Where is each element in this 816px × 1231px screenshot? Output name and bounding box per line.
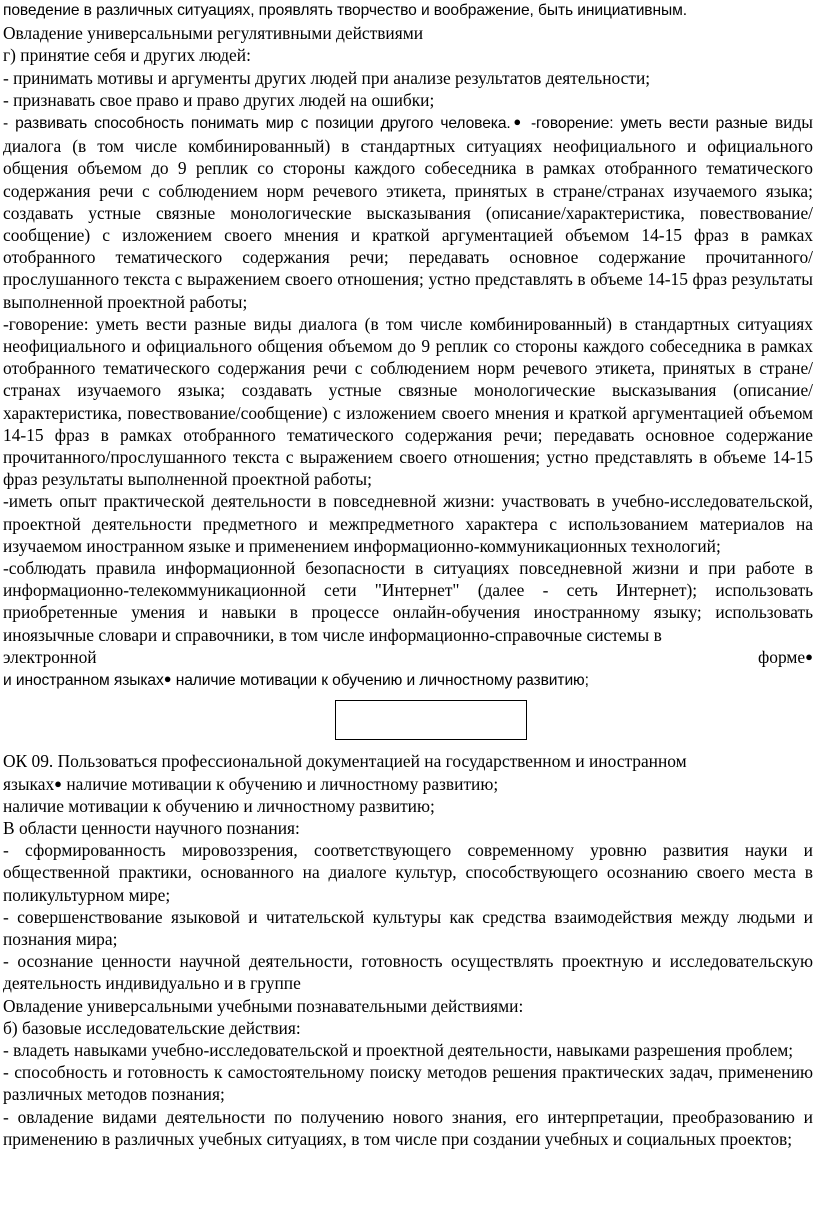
text-fragment: электронной [3, 646, 97, 667]
section-heading: Овладение универсальными учебными познавательными действиями: [3, 995, 524, 1016]
section-heading: Овладение универсальными регулятивными действиями [3, 23, 424, 44]
list-item: - сформированность мировоззрения, соответствующего современному уровню развития науки и общественной практики, основанного на диалоге культур, способствующего осознанию своего места в поликультурном мире; [3, 840, 813, 905]
ok09-heading: ОК 09. Пользоваться профессиональной документацией на государственном и иностранном [3, 751, 687, 772]
text-fragment: и иностранном языках [3, 672, 164, 690]
paragraph-speaking-2: -говорение: уметь вести разные виды диалога (в том числе комбинированный) в стандартных ситуациях неофициального и официального общения объемом до 9 реплик со стороны каждого собеседника в рамках отобранного тематического содержания речи с соблюдением норм речевого этикета, принятых в стране/странах изучаемого языка; создавать устные связные монологические высказывания (описание/характеристика, повествование/сообщение) с изложением своего мнения и краткой аргументацией объемом 14-15 фраз в рамках отобранного тематического содержания речи; передавать основное содержание прочитанного/прослушанного текста с выражением своего отношения; устно представлять в объеме 14-15 фраз результаты выполненной проектной работы; [3, 313, 813, 490]
subheading: г) принятие себя и других людей: [3, 45, 251, 66]
text-line: поведение в различных ситуациях, проявлять творчество и воображение, быть инициативным. [3, 2, 687, 19]
text-fragment: наличие мотивации к обучению и личностному развитию; [62, 773, 499, 794]
paragraph-speaking-1 [3, 111, 813, 313]
ok09-line [3, 773, 813, 795]
empty-table-cell [335, 700, 527, 740]
bullet-icon: ● [510, 114, 524, 130]
bullet-icon: ● [54, 775, 63, 791]
empty-box-area [3, 692, 813, 750]
paragraph-motivation [3, 668, 813, 692]
bullet-icon: ● [163, 671, 172, 687]
list-item: - владеть навыками учебно-исследовательской и проектной деятельности, навыками разрешения проблем; [3, 1039, 794, 1060]
paragraph-practice: -иметь опыт практической деятельности в повседневной жизни: участвовать в учебно-исследовательской, проектной деятельности предметного и межпредметного характера с использованием материалов на изучаемом иностранном языке и применением информационно-коммуникационных технологий; [3, 491, 813, 556]
bullet-icon: ● [805, 648, 813, 664]
text-fragment-right [758, 646, 813, 668]
paragraph-start: - развивать способность понимать мир с позиции другого человека. [3, 115, 511, 133]
list-item: - овладение видами деятельности по получению нового знания, его интерпретации, преобразованию и применению в различных учебных ситуациях, в том числе при создании учебных и социальных проектов; [3, 1106, 813, 1149]
list-item: - совершенствование языковой и читательской культуры как средства взаимодействия между людьми и познания мира; [3, 906, 813, 949]
list-item: - осознание ценности научной деятельности, готовность осуществлять проектную и исследовательскую деятельность индивидуально и в группе [3, 951, 813, 994]
list-item: - способность и готовность к самостоятельному поиску методов решения практических задач, применению различных методов познания; [3, 1062, 813, 1105]
paragraph-body: виды диалога (в том числе комбинированный) в стандартных ситуациях неофициального и официального общения объемом до 9 реплик со стороны каждого собеседника в рамках отобранного тематического содержания речи с соблюдением норм речевого этикета, принятых в стране/странах изучаемого языка; создавать устные связные монологические высказывания (описание/характеристика, повествование/сообщение) с изложением своего мнения и краткой аргументацией объемом 14-15 фраз в рамках отобранного тематического содержания речи; передавать основное содержание прочитанного/прослушанного текста с выражением своего отношения; устно представлять в объеме 14-15 фраз результаты выполненной проектной работы; [3, 112, 813, 312]
paragraph-security: -соблюдать правила информационной безопасности в ситуациях повседневной жизни и при работе в информационно-телекоммуникационной сети "Интернет" (далее - сеть Интернет); использовать приобретенные умения и навыки в процессе онлайн-обучения иностранному языку; использовать иноязычные словари и справочники, в том числе информационно-справочные системы в [3, 558, 813, 645]
text-fragment: наличие мотивации к обучению и личностному развитию; [171, 672, 589, 690]
text-fragment: языках [3, 773, 55, 794]
section-heading: В области ценности научного познания: [3, 817, 300, 838]
subheading: б) базовые исследовательские действия: [3, 1017, 301, 1038]
list-item: - признавать свое право и право других людей на ошибки; [3, 89, 435, 110]
ok09-line: наличие мотивации к обучению и личностному развитию; [3, 795, 435, 816]
text-fragment: форме [758, 646, 806, 667]
paragraph-security-end [3, 646, 813, 668]
paragraph-speaking-label: -говорение: уметь вести разные [523, 115, 768, 133]
list-item: - принимать мотивы и аргументы других людей при анализе результатов деятельности; [3, 67, 651, 88]
